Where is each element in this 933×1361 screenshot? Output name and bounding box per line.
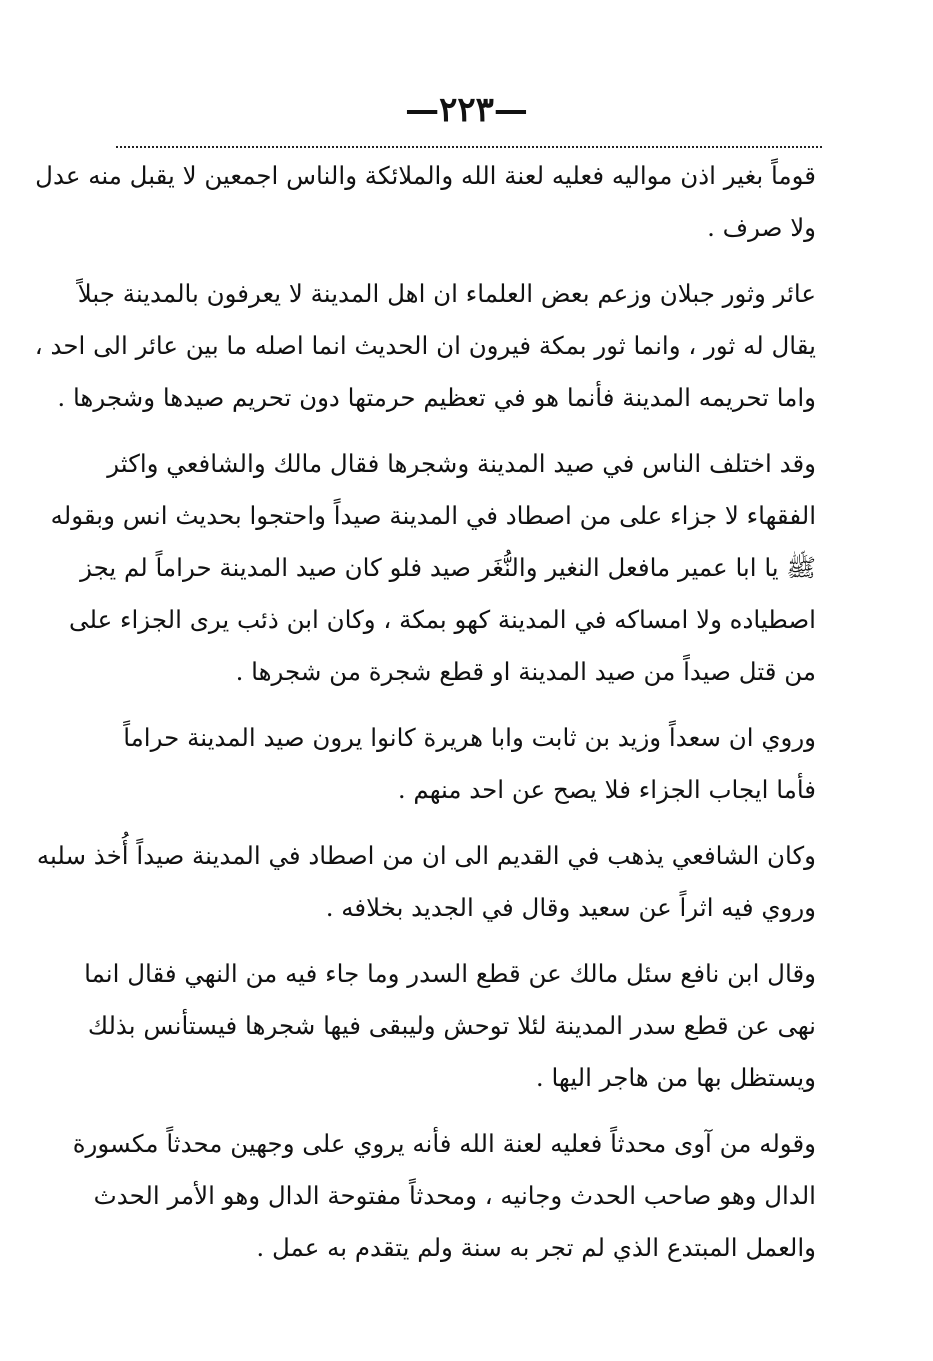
text-line: فأما ايجاب الجزاء فلا يصح عن احد منهم . [397, 775, 816, 804]
paragraph-6 [84, 948, 816, 1104]
text-line: وروي ان سعداً وزيد بن ثابت وابا هريرة كانوا يرون صيد المدينة حراماً [123, 723, 816, 752]
text-line: وقال ابن نافع سئل مالك عن قطع السدر وما جاء فيه من النهي فقال انما [84, 959, 816, 988]
text-line: ويستظل بها من هاجر اليها . [535, 1063, 816, 1092]
text-line: من قتل صيداً من صيد المدينة او قطع شجرة من شجرها . [235, 657, 816, 686]
text-line: واما تحريمه المدينة فأنما هو في تعظيم حرمتها دون تحريم صيدها وشجرها . [57, 383, 816, 412]
text-line: الدال وهو صاحب الحدث وجانيه ، ومحدثاً مفتوحة الدال وهو الأمر الحدث [93, 1181, 816, 1210]
text-line: وقوله من آوى محدثاً فعليه لعنة الله فأنه يروي على وجهين محدثاً مكسورة [72, 1129, 816, 1158]
text-line: اصطياده ولا امساكه في المدينة كهو بمكة ، وكان ابن ذئب يرى الجزاء على [69, 605, 816, 634]
text-line: وقد اختلف الناس في صيد المدينة وشجرها فقال مالك والشافعي واكثر [107, 449, 816, 478]
paragraph-3 [50, 438, 816, 698]
paragraph-4 [123, 712, 816, 816]
paragraph-7 [72, 1118, 816, 1274]
text-line: قوماً بغير اذن مواليه فعليه لعنة الله والملائكة والناس اجمعين لا يقبل منه عدل [35, 161, 816, 190]
paragraph-1 [35, 150, 816, 254]
text-line: وروي فيه اثراً عن سعيد وقال في الجديد بخلافه . [325, 893, 816, 922]
text-line: الفقهاء لا جزاء على من اصطاد في المدينة صيداً واحتجوا بحديث انس وبقوله [50, 501, 816, 530]
text-line: ولا صرف . [707, 213, 816, 242]
text-line: والعمل المبتدع الذي لم تجر به سنة ولم يتقدم به عمل . [256, 1233, 816, 1262]
body-text [34, 150, 816, 1274]
paragraph-2 [34, 268, 816, 424]
text-line: ﷺ يا ابا عمير مافعل النغير والنُّغَر صيد فلو كان صيد المدينة حراماً لم يجز [80, 553, 816, 582]
text-line: عائر وثور جبلان وزعم بعض العلماء ان اهل المدينة لا يعرفون بالمدينة جبلاً [77, 279, 816, 308]
text-line: نهى عن قطع سدر المدينة لئلا توحش وليبقى فيها شجرها فيستأنس بذلك [87, 1011, 816, 1040]
header-divider [116, 146, 822, 148]
paragraph-5 [36, 830, 816, 934]
page-number: —٢٢٣— [405, 90, 528, 130]
text-line: يقال له ثور ، وانما ثور بمكة فيرون ان الحديث انما اصله ما بين عائر الى احد ، [34, 331, 816, 360]
text-line: وكان الشافعي يذهب في القديم الى ان من اصطاد في المدينة صيداً أُخذ سلبه [36, 841, 816, 870]
